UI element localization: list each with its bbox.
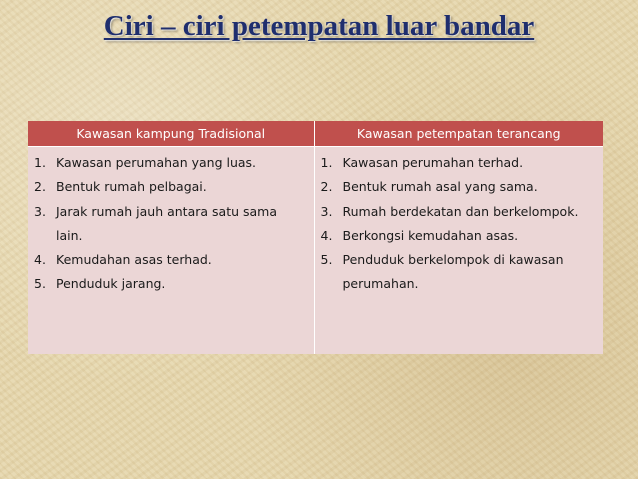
- list-item-number: 3.: [34, 203, 46, 219]
- list-item-number: 5.: [320, 252, 333, 268]
- list-item-text: Rumah berdekatan dan berkelompok.: [342, 203, 579, 219]
- list-item-number: 4.: [34, 252, 46, 268]
- list-item-text: Penduduk berkelompok di kawasan perumahan.: [342, 252, 564, 292]
- list-item: [34, 200, 308, 249]
- list-item: [321, 224, 598, 248]
- table-row: [28, 147, 603, 355]
- list-item-number: 3.: [320, 203, 333, 219]
- cell-kampung-tradisional: [28, 147, 314, 355]
- list-item-text: Jarak rumah jauh antara satu sama lain.: [56, 203, 277, 243]
- list-item-number: 4.: [320, 227, 333, 243]
- list-item: [321, 175, 598, 199]
- table-header-row: [28, 121, 603, 147]
- list-item: [34, 151, 308, 175]
- cell-petempatan-terancang: [314, 147, 603, 355]
- header-kampung-tradisional: Kawasan kampung Tradisional: [28, 121, 314, 147]
- list-item-text: Bentuk rumah asal yang sama.: [342, 179, 538, 195]
- list-item-number: 1.: [34, 155, 46, 170]
- list-item-number: 1.: [320, 155, 333, 170]
- list-item: [321, 200, 598, 224]
- comparison-table: [28, 121, 603, 354]
- list-item: [321, 151, 598, 175]
- list-item: [34, 175, 308, 199]
- list-item-text: Kemudahan asas terhad.: [56, 252, 212, 268]
- list-item: [34, 248, 308, 272]
- list-item-text: Bentuk rumah pelbagai.: [56, 179, 207, 195]
- list-petempatan-terancang: [321, 151, 598, 297]
- list-item: [321, 248, 598, 297]
- list-item-text: Kawasan perumahan terhad.: [342, 155, 524, 170]
- list-item-text: Kawasan perumahan yang luas.: [56, 155, 257, 170]
- list-kampung-tradisional: [34, 151, 308, 297]
- header-petempatan-terancang: Kawasan petempatan terancang: [314, 121, 603, 147]
- slide-title: Ciri – ciri petempatan luar bandar: [103, 10, 535, 42]
- list-item-text: Penduduk jarang.: [56, 276, 166, 292]
- list-item: [34, 272, 308, 296]
- list-item-text: Berkongsi kemudahan asas.: [342, 227, 519, 243]
- list-item-number: 2.: [320, 179, 333, 195]
- list-item-number: 5.: [34, 276, 46, 292]
- list-item-number: 2.: [34, 179, 46, 195]
